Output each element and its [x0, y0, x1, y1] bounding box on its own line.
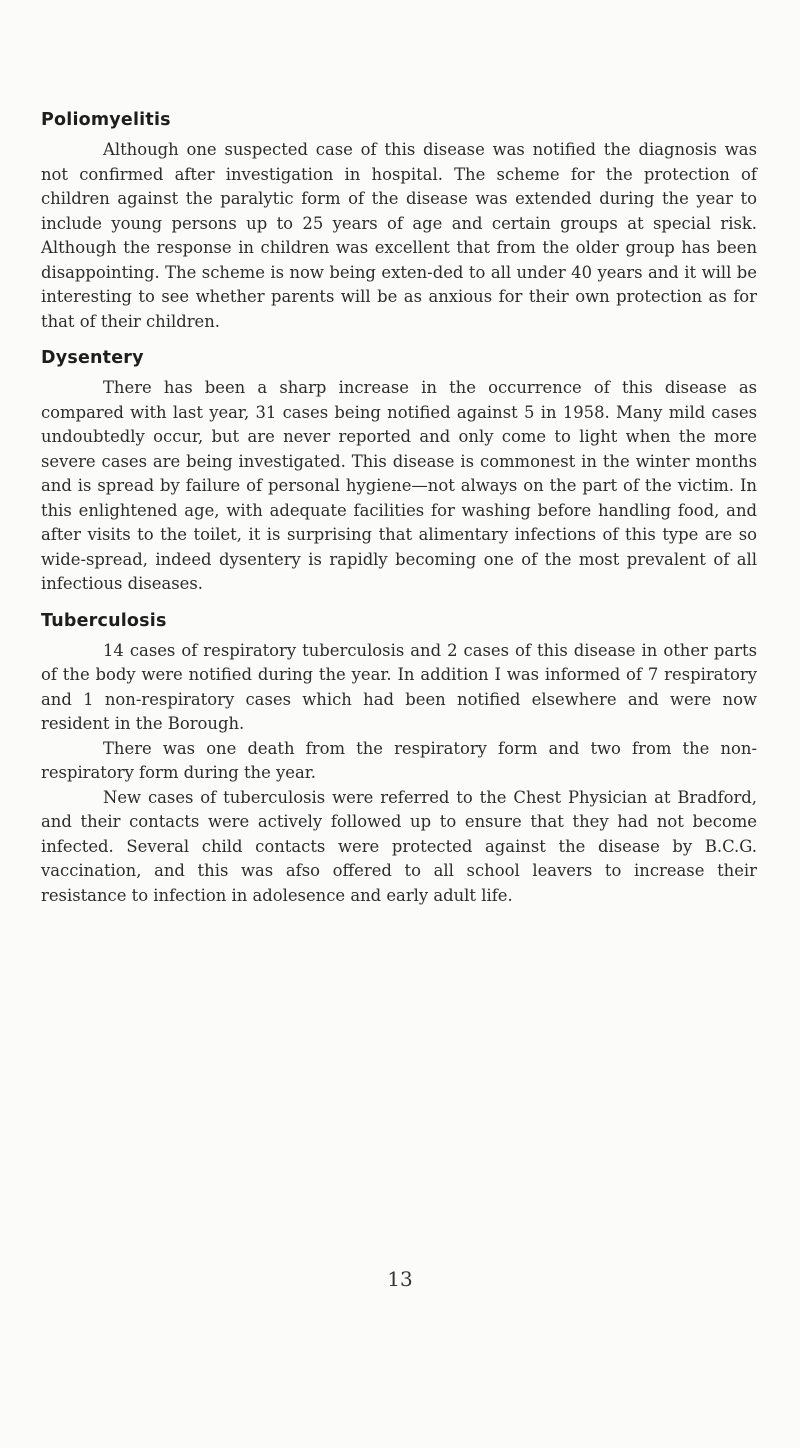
page-number: 13 [387, 1267, 413, 1291]
paragraph: 14 cases of respiratory tuberculosis and 2 cases of this disease in other parts of the body were notified during the year. In addition I was informed of 7 respiratory and 1 non-respiratory cases which had been notified elsewhere and were now resident in the Borough. [41, 640, 757, 733]
section-heading: Poliomyelitis [41, 110, 171, 130]
section-dysentery [41, 344, 757, 597]
section-heading: Tuberculosis [41, 610, 167, 631]
section-tuberculosis [41, 607, 757, 909]
paragraph: There has been a sharp increase in the occurrence of this disease as compared with last year, 31 cases being notified against 5 in 1958. Many mild cases undoubtedly occur, but are never reported and only come to light when the more severe cases are being investigated. This disease is commonest in the winter months and is spread by failure of personal hygiene—not always on the part of the victim. In this enlightened age, with adequate facilities for washing before handling food, and after visits to the toilet, it is surprising that alimentary infections of this type are so wide-spread, indeed dysentery is rapidly becoming one of the most prevalent of all infectious diseases. [41, 378, 757, 593]
paragraph: New cases of tuberculosis were referred to the Chest Physician at Bradford, and their contacts were actively followed up to ensure that they had not become infected. Several child contacts were protected against the disease by B.C.G. vaccination, and this was afso offered to all school leavers to increase their resistance to infection in adolesence and early adult life. [41, 787, 757, 905]
section-heading: Dysentery [41, 348, 144, 368]
paragraph: Although one suspected case of this disease was notified the diagnosis was not confirmed after investigation in hospital. The scheme for the protection of children against the paralytic form of the disease was extended during the year to include young persons up to 25 years of age and certain groups at special risk. Although the response in children was excellent that from the older group has been disappointing. The scheme is now being exten-ded to all under 40 years and it will be interesting to see whether parents will be as anxious for their own protection as for that of their children. [41, 140, 757, 331]
paragraph: There was one death from the respiratory form and two from the non-respiratory form during the year. [41, 738, 757, 782]
section-poliomyelitis [41, 106, 757, 334]
page-body [41, 106, 757, 908]
